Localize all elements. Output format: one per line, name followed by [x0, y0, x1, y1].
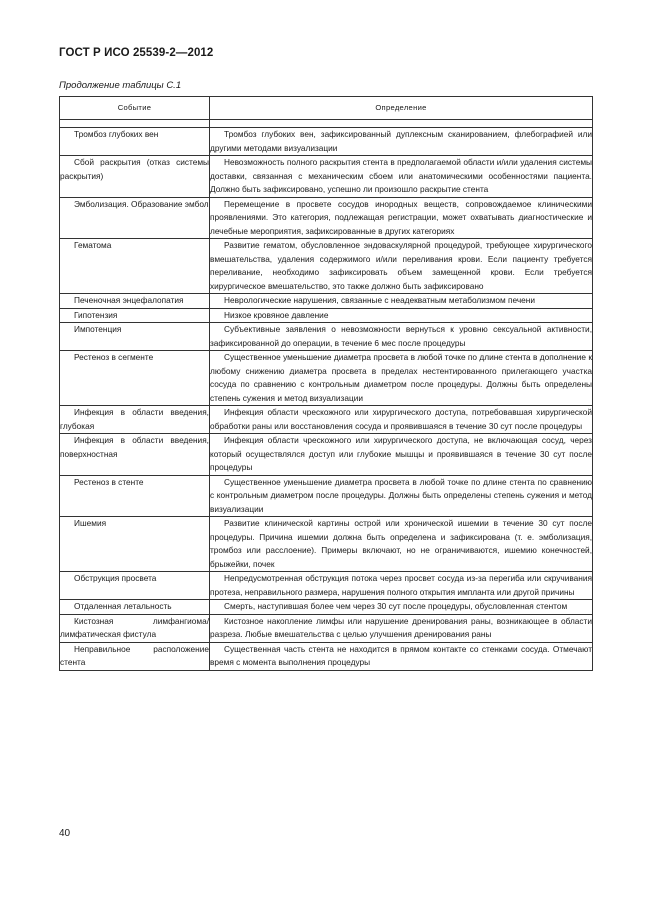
definition-cell: [210, 614, 593, 642]
definition-cell: [210, 323, 593, 351]
definition-cell: [210, 351, 593, 406]
definition-text: Неврологические нарушения, связанные с неадекватным метаболизмом печени: [224, 295, 536, 305]
definition-cell: [210, 128, 593, 156]
table-row: [60, 642, 593, 670]
table-row: [60, 517, 593, 572]
table-row: [60, 294, 593, 309]
event-text: Кистозная лимфангиома/лимфатическая фистула: [60, 615, 209, 639]
table-row: [60, 475, 593, 517]
definition-cell: [210, 294, 593, 309]
event-text: Импотенция: [74, 324, 122, 334]
event-text: Отдаленная летальность: [74, 601, 172, 611]
definition-cell: [210, 308, 593, 323]
column-header-event: Событие: [60, 97, 210, 120]
event-cell: [60, 308, 210, 323]
definition-cell: [210, 156, 593, 198]
event-text: Неправильное расположение стента: [60, 643, 209, 667]
event-text: Рестеноз в стенте: [74, 476, 144, 487]
table-caption: Продолжение таблицы С.1: [59, 80, 182, 91]
table-row: [60, 197, 593, 239]
table-row: [60, 434, 593, 476]
event-text: Тромбоз глубоких вен: [74, 129, 159, 139]
table-row: [60, 406, 593, 434]
events-table: [59, 96, 593, 671]
table-row: [60, 351, 593, 406]
event-text: Сбой раскрытия (отказ системы раскрытия): [60, 157, 209, 181]
table-row: [60, 614, 593, 642]
definition-cell: [210, 517, 593, 572]
event-text: Печеночная энцефалопатия: [74, 295, 184, 305]
event-cell: [60, 517, 210, 572]
event-cell: [60, 197, 210, 239]
definition-text: Смерть, наступившая более чем через 30 сут после процедуры, обусловленная стентом: [224, 601, 568, 611]
definition-text: Инфекция области чрескожного или хирургического доступа, потребовавшая хирургической обработки раны или восстановления сосуда и проявившаяся в течение 30 сут после процедуры: [210, 407, 592, 431]
table-row: [60, 156, 593, 198]
event-cell: [60, 351, 210, 406]
event-text: Ишемия: [74, 518, 107, 528]
document-header: ГОСТ Р ИСО 25539-2—2012: [59, 47, 214, 59]
column-header-definition: Определение: [210, 97, 593, 120]
table-row: [60, 572, 593, 600]
table-row: [60, 128, 593, 156]
definition-text: Перемещение в просвете сосудов инородных веществ, сопровождаемое клиническими проявлениями. Это категория, подлежащая регистрации, может охватывать диагностические и лечебные мероприятия, зафиксированные в других категориях: [210, 198, 592, 236]
definition-text: Кистозное накопление лимфы или нарушение дренирования раны, возникающее в области разреза. Любые вмешательства с целью улучшения дренирования раны: [210, 615, 592, 639]
definition-text: Непредусмотренная обструкция потока через просвет сосуда из-за перегиба или скручивания протеза, неправильного размера, нарушения полного открытия импланта или другой причины: [210, 573, 592, 597]
definition-cell: [210, 406, 593, 434]
event-cell: [60, 642, 210, 670]
definition-cell: [210, 572, 593, 600]
event-text: Гематома: [74, 240, 112, 250]
event-text: Обструкция просвета: [74, 573, 157, 583]
table-row: [60, 600, 593, 615]
event-cell: [60, 614, 210, 642]
event-text: Инфекция в области введения, поверхностная: [60, 435, 209, 459]
definition-cell: [210, 600, 593, 615]
definition-text: Тромбоз глубоких вен, зафиксированный дуплексным сканированием, флебографией или другими методами визуализации: [210, 129, 592, 153]
page-number: 40: [59, 828, 71, 839]
definition-text: Развитие гематом, обусловленное эндоваскулярной процедурой, требующее хирургического вмешательства, удаления содержимого и/или переливания крови. Если пациенту требуется переливание, необходимо зафиксировать объем замещенной крови. Если требуется хирургическое вмешательство, это также должно быть зафиксировано: [210, 240, 592, 291]
event-text: Рестеноз в сегменте: [74, 352, 154, 362]
event-cell: [60, 434, 210, 476]
definition-text: Развитие клинической картины острой или хронической ишемии в течение 30 сут после процедуры. Причина ишемии должна быть определена и зафиксирована (т. е. эмболизация, тромбоз или расслоение). Примеры включают, но не ограничиваются, ишемию конечностей, брыжейки, почек: [210, 518, 592, 569]
definition-text: Инфекция области чрескожного или хирургического доступа, не включающая сосуд, через который осуществлялся доступ или глубокие мышцы и проявившаяся в течение 30 сут после процедуры: [210, 435, 592, 472]
event-cell: [60, 294, 210, 309]
definition-text: Существенная часть стента не находится в прямом контакте со стенками сосуда. Отмечают время с момента выполнения процедуры: [210, 643, 592, 667]
event-cell: [60, 406, 210, 434]
event-text: Инфекция в области введения, глубокая: [60, 407, 209, 431]
event-cell: [60, 475, 210, 517]
definition-cell: [210, 197, 593, 239]
definition-text: Существенное уменьшение диаметра просвета в любой точке по длине стента в дополнение к любому снижению диаметра просвета в пределах нестентированного прилегающего участка сосуда по сравнению с контрольным диаметром после процедуры. Должны быть определены степень сужения и метод визуализации: [210, 352, 592, 403]
table-row: [60, 308, 593, 323]
event-cell: [60, 572, 210, 600]
event-cell: [60, 156, 210, 198]
definition-text: Невозможность полного раскрытия стента в предполагаемой области и/или удаления системы доставки, связанная с механическим сбоем или анатомическими особенностями пациента. Должно быть зафиксировано, успешно ли произошло раскрытие стента: [210, 157, 592, 194]
definition-cell: [210, 239, 593, 294]
event-text: Гипотензия: [74, 309, 118, 320]
event-cell: [60, 323, 210, 351]
event-cell: [60, 600, 210, 615]
table-row: [60, 323, 593, 351]
definition-cell: [210, 642, 593, 670]
event-cell: [60, 128, 210, 156]
event-cell: [60, 239, 210, 294]
definition-text: Субъективные заявления о невозможности вернуться к уровню сексуальной активности, зафиксированной до операции, в течение 6 мес после процедуры: [210, 324, 592, 348]
definition-cell: [210, 434, 593, 476]
definition-text: Низкое кровяное давление: [224, 309, 329, 320]
definition-cell: [210, 475, 593, 517]
event-text: Эмболизация. Образование эмбол: [74, 198, 209, 209]
table-row: [60, 239, 593, 294]
definition-text: Существенное уменьшение диаметра просвета в любой точке по длине стента по сравнению с контрольным диаметром после процедуры. Должны быть определены степень сужения и метод визуализации: [210, 476, 592, 514]
